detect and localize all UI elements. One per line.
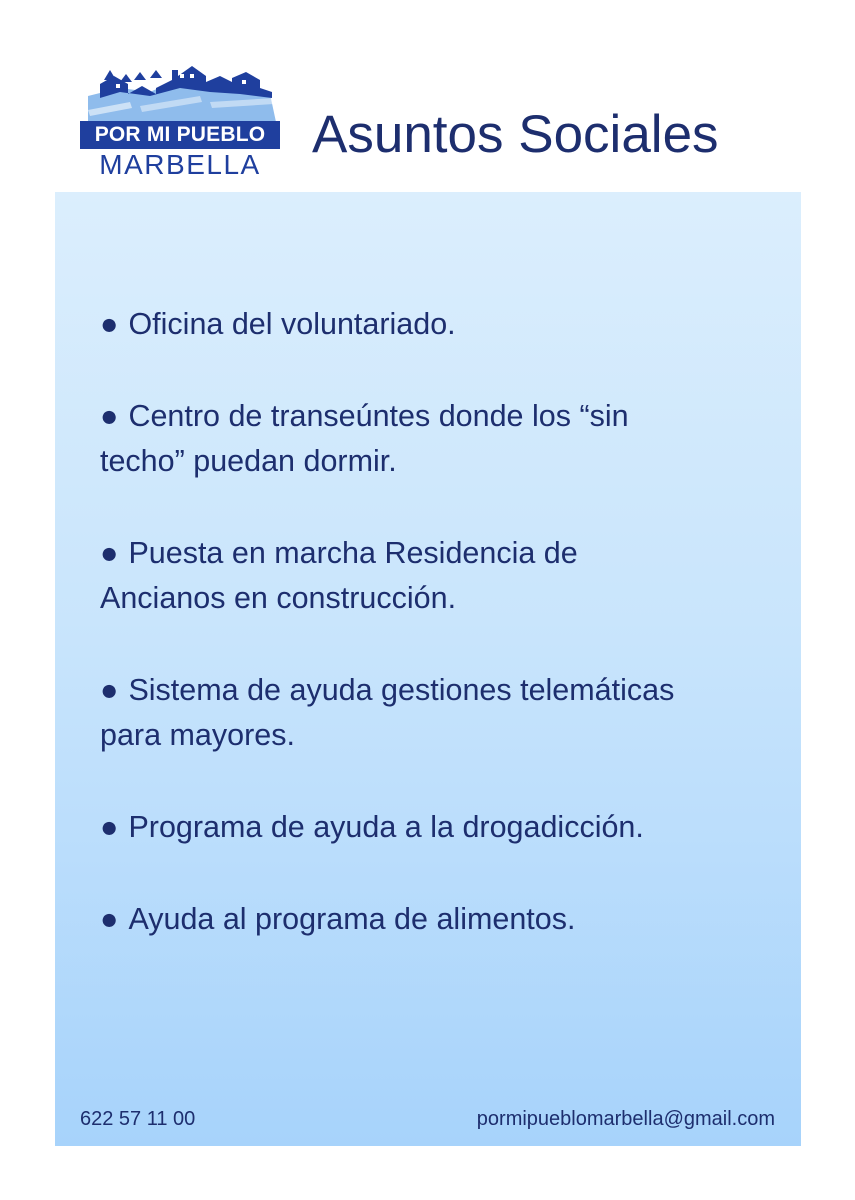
logo-text-line2: MARBELLA [99,149,261,180]
phone-number: 622 57 11 00 [80,1108,196,1130]
bullet-text-line: Oficina del voluntariado. [128,307,456,341]
town-rooftops-icon [80,58,280,122]
bullet-dot-icon: ● [100,673,119,707]
bullet-list [100,302,780,942]
bullet-dot-icon: ● [100,307,119,341]
bullet-item [100,897,780,942]
bullet-dot-icon: ● [100,399,119,433]
bullet-item [100,805,780,850]
bullet-dot-icon: ● [100,902,119,936]
page-title: Asuntos Sociales [312,105,719,164]
bullet-text-line: para mayores. [100,718,295,752]
email-address: pormipueblomarbella@gmail.com [476,1108,775,1130]
bullet-item [100,302,780,347]
bullet-text-line: Ayuda al programa de alimentos. [128,902,576,936]
bullet-dot-icon: ● [100,810,119,844]
party-logo [80,58,280,183]
bullet-item [100,394,780,484]
bullet-text-line: Sistema de ayuda gestiones telemáticas [128,673,675,707]
bullet-text-line: Puesta en marcha Residencia de [128,536,578,570]
bullet-dot-icon: ● [100,536,119,570]
logo-text-line1: POR MI PUEBLO [80,121,280,149]
bullet-item [100,531,780,621]
bullet-text-line: Ancianos en construcción. [100,581,457,615]
bullet-text-line: techo” puedan dormir. [100,444,397,478]
bullet-text-line: Programa de ayuda a la drogadicción. [128,810,644,844]
bullet-text-line: Centro de transeúntes donde los “sin [128,399,629,433]
content-panel [55,192,801,1146]
bullet-item [100,668,780,758]
